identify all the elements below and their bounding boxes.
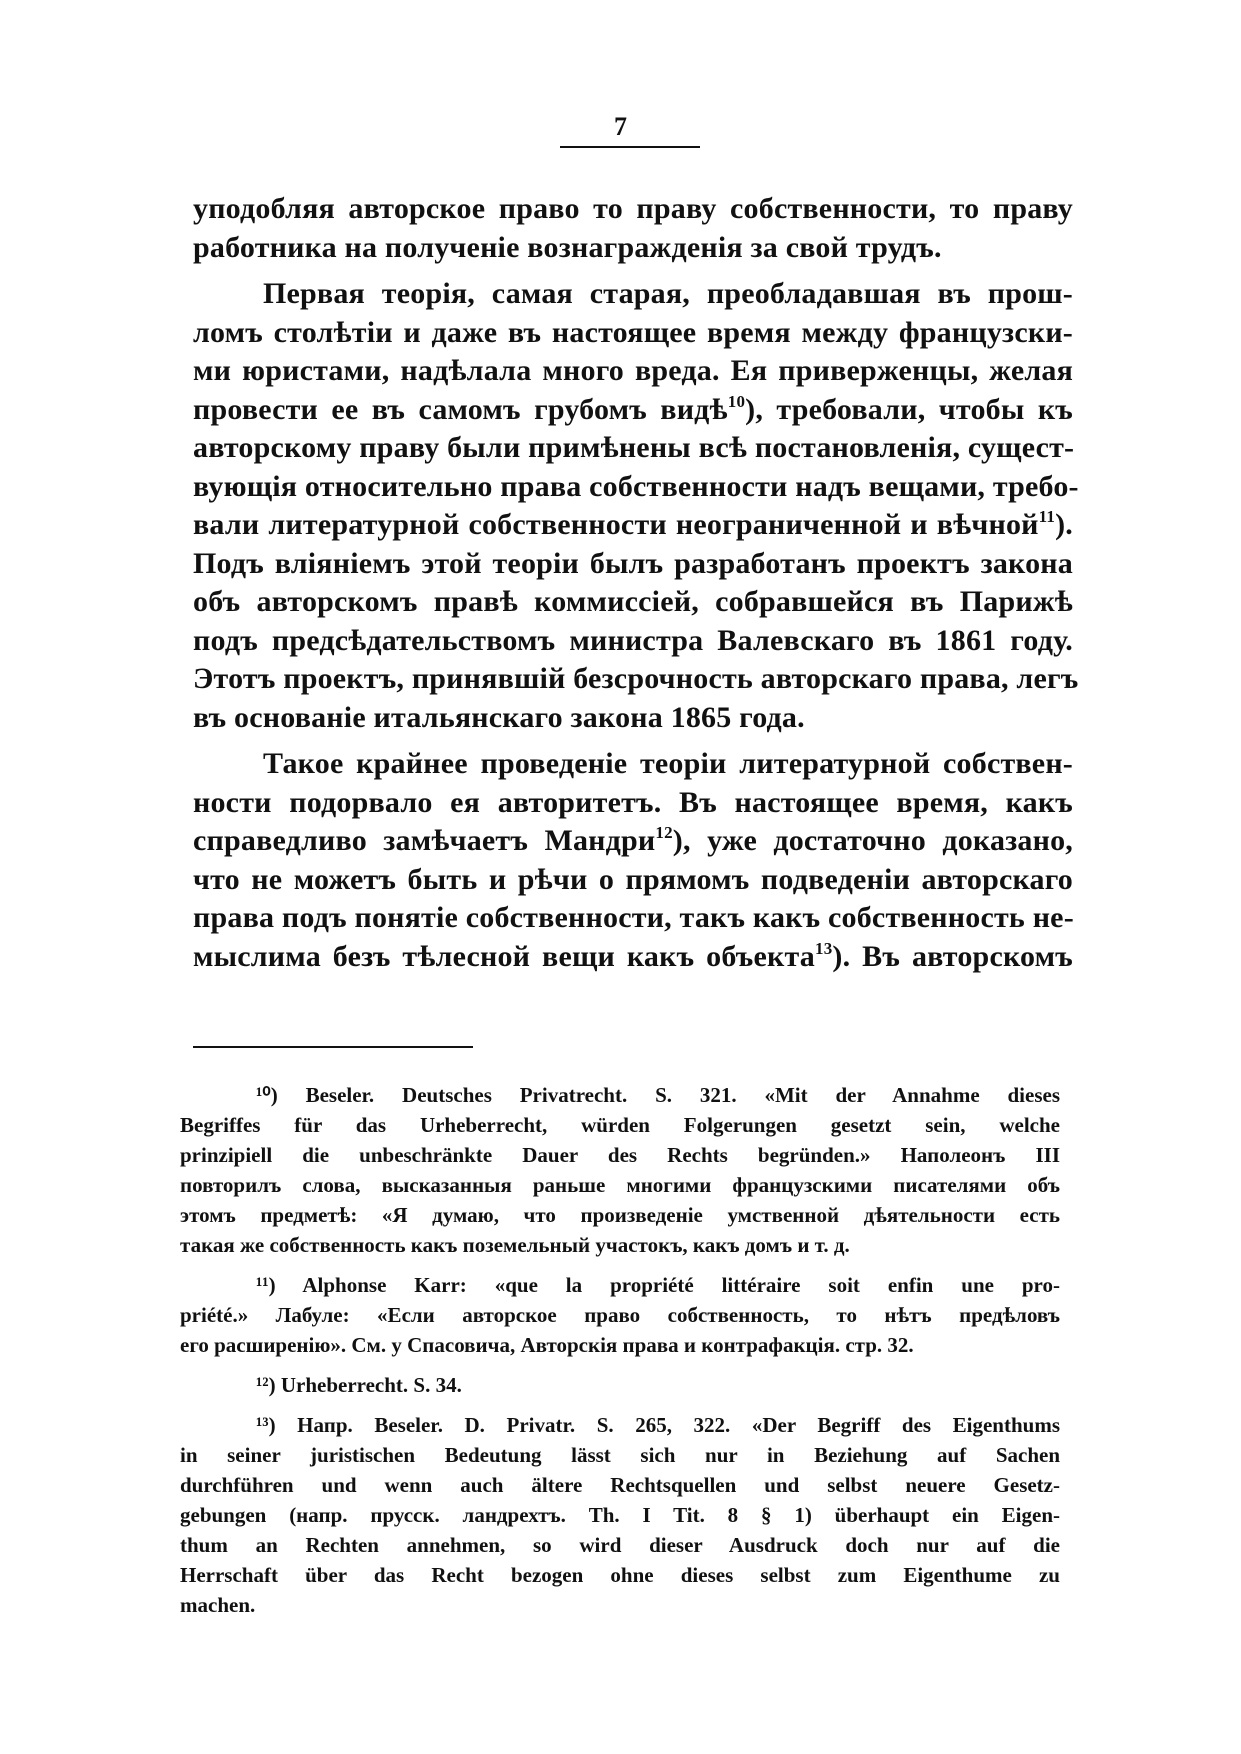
footnote-line: machen.	[180, 1593, 256, 1617]
footnote-line: Begriffes für das Urheberrecht, würden Folgerungen gesetzt sein, welche	[180, 1113, 1060, 1137]
text-line: ми юристами, надѣлала много вреда. Ея приверженцы, желая	[193, 354, 1073, 387]
text-segment: ).	[1055, 508, 1073, 541]
text-line: что не можетъ быть и рѣчи о прямомъ подведеніи авторскаго	[193, 862, 1073, 896]
text-line	[193, 938, 1073, 977]
text-line: ности подорвало ея авторитетъ. Въ настоящее время, какъ	[193, 785, 1073, 819]
text-line: Такое крайнее проведеніе теоріи литературной собствен-	[263, 747, 1073, 780]
footnote-line: его расширенію». См. у Спасовича, Авторскія права и контрафакція. стр. 32.	[180, 1333, 914, 1357]
footnote-10	[180, 1080, 1060, 1260]
footnote-line: ¹¹) Alphonse Karr: «que la propriété littéraire soit enfin une pro-	[256, 1273, 1060, 1297]
footnotes	[180, 1080, 1060, 1620]
footnote-line: этомъ предметѣ: «Я думаю, что произведеніе умственной дѣятельности есть	[180, 1203, 1060, 1227]
text-segment: ), требовали, чтобы къ	[745, 392, 1073, 426]
footnote-line: gebungen (напр. прусск. ландрехтъ. Th. I Tit. 8 § 1) überhaupt ein Eigen-	[180, 1503, 1060, 1527]
text-line	[193, 506, 1073, 545]
text-line: Подъ вліяніемъ этой теоріи былъ разработанъ проектъ закона	[193, 546, 1073, 580]
footnote-separator	[193, 1046, 473, 1048]
text-segment: провести ее въ самомъ грубомъ видѣ	[193, 392, 728, 426]
footnote-line: повторилъ слова, высказанныя раньше многими французскими писателями объ	[180, 1173, 1060, 1197]
text-segment: мыслима безъ тѣлесной вещи какъ объекта	[193, 939, 815, 973]
footnote-line: ¹³) Напр. Beseler. D. Privatr. S. 265, 322. «Der Begriff des Eigenthums	[256, 1413, 1060, 1437]
text-line	[193, 822, 1073, 861]
footnote-13	[180, 1410, 1060, 1620]
text-line: объ авторскомъ правѣ коммиссіей, собравшейся въ Парижѣ	[193, 585, 1073, 618]
text-segment: ), уже достаточно доказано,	[672, 824, 1073, 857]
page-number: 7	[614, 112, 627, 141]
footnote-line: durchführen und wenn auch ältere Rechtsquellen und selbst neuere Gesetz-	[180, 1473, 1060, 1497]
text-segment: справедливо замѣчаетъ Мандри	[193, 824, 656, 857]
footnote-ref-12: 12	[655, 823, 673, 842]
footnote-line: ¹⁰) Beseler. Deutsches Privatrecht. S. 321. «Mit der Annahme dieses	[256, 1083, 1060, 1107]
text-line: работника на полученіе вознагражденія за свой трудъ.	[193, 230, 942, 264]
footnote-line: Herrschaft über das Recht bezogen ohne dieses selbst zum Eigenthume zu	[180, 1563, 1060, 1587]
footnote-ref-11: 11	[1038, 507, 1056, 526]
text-line: права подъ понятіе собственности, такъ какъ собственность не-	[193, 901, 1074, 934]
footnote-ref-13: 13	[815, 938, 833, 958]
footnote-11	[180, 1270, 1060, 1360]
footnote-ref-10: 10	[727, 391, 746, 411]
main-text	[193, 190, 1079, 976]
footnote-line: ¹²) Urheberrecht. S. 34.	[256, 1373, 462, 1397]
footnote-line: prinzipiell die unbeschränkte Dauer des Rechts begründen.» Наполеонъ III	[180, 1143, 1060, 1167]
text-segment: вали литературной собственности неограниченной и вѣчной	[193, 508, 1039, 541]
text-line: въ основаніе итальянскаго закона 1865 года.	[193, 700, 805, 734]
footnote-line: thum an Rechten annehmen, so wird dieser Ausdruck doch nur auf die	[180, 1533, 1060, 1557]
text-line: Этотъ проектъ, принявшій безсрочность авторскаго права, легъ	[193, 662, 1079, 695]
text-segment: ). Въ авторскомъ	[832, 939, 1073, 973]
text-line: авторскому праву были примѣнены всѣ постановленія, сущест-	[193, 431, 1075, 464]
text-line: ломъ столѣтіи и даже въ настоящее время между французски-	[193, 315, 1073, 349]
text-line: вующія относительно права собственности надъ вещами, требо-	[193, 469, 1079, 503]
footnote-line: такая же собственность какъ поземельный участокъ, какъ домъ и т. д.	[180, 1233, 850, 1257]
text-line: уподобляя авторское право то праву собственности, то праву	[193, 192, 1073, 225]
text-line: Первая теорія, самая старая, преобладавшая въ прош-	[263, 277, 1073, 310]
footnote-12	[180, 1370, 1060, 1400]
footnote-line: in seiner juristischen Bedeutung lässt sich nur in Beziehung auf Sachen	[180, 1443, 1060, 1467]
text-line	[193, 391, 1073, 430]
page-number-rule	[560, 146, 700, 148]
footnote-line: priété.» Лабуле: «Если авторское право собственность, то нѣтъ предѣловъ	[180, 1303, 1060, 1327]
text-line: подъ предсѣдательствомъ министра Валевскаго въ 1861 году.	[193, 623, 1073, 657]
